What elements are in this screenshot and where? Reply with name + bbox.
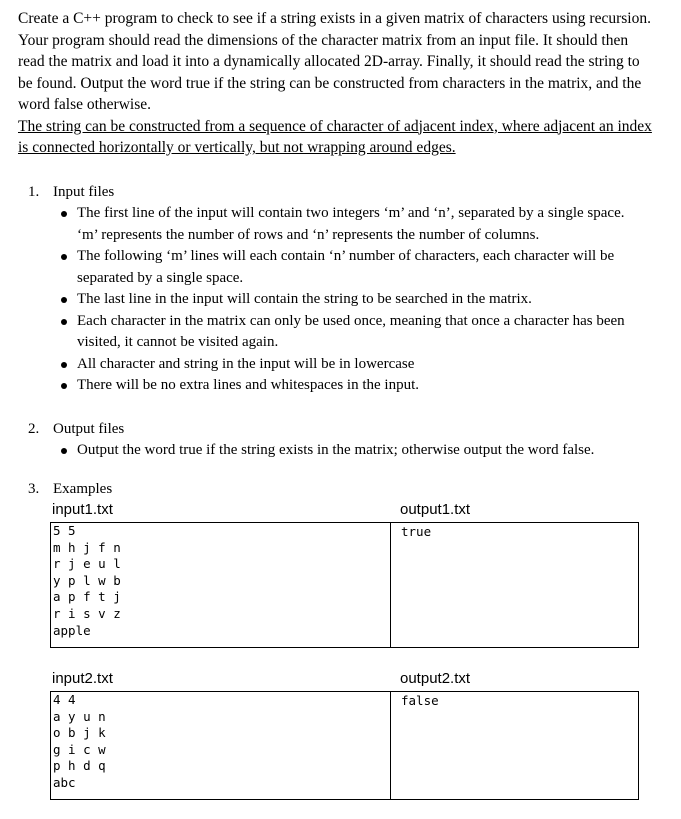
list-item-text: The following ‘m’ lines will each contain ‘n’ number of characters, each character will be separated by a single space.	[77, 248, 615, 286]
divider	[390, 691, 391, 800]
list-item	[28, 203, 647, 246]
input-line: abc	[53, 774, 76, 790]
section-title-text: Input files	[53, 184, 115, 200]
example2-box	[50, 691, 639, 800]
intro-underlined-text: The string can be constructed from a sequence of character of adjacent index, where adjacent an index is connected horizontally or vertically, but not wrapping around edges.	[18, 117, 652, 156]
intro-block	[18, 8, 658, 159]
input-line: a y u n	[53, 708, 106, 724]
bullet-list	[28, 440, 677, 462]
input-line: apple	[53, 622, 91, 638]
section-title-text: Examples	[53, 481, 113, 497]
list-item	[28, 375, 647, 397]
input-line: y p l w b	[53, 572, 121, 588]
output2-label: output2.txt	[400, 670, 471, 687]
bullet-icon	[61, 297, 67, 303]
bullet-icon	[61, 254, 67, 260]
list-item-text: There will be no extra lines and whitespaces in the input.	[77, 377, 419, 393]
output2-value: false	[401, 693, 439, 708]
bullet-icon	[61, 448, 67, 454]
list-item	[28, 289, 647, 311]
list-item-text: The last line in the input will contain the string to be searched in the matrix.	[77, 291, 532, 307]
input-line: a p f t j	[53, 589, 121, 605]
section-title	[28, 181, 647, 203]
input-line: p h d q	[53, 758, 106, 774]
input1-label: input1.txt	[52, 501, 113, 518]
bullet-icon	[61, 362, 67, 368]
example1-box	[50, 522, 639, 648]
list-item-text: All character and string in the input will be in lowercase	[77, 355, 415, 372]
output1-value: true	[401, 524, 432, 539]
list-item-text: Output the word true if the string exists in the matrix; otherwise output the word false.	[77, 442, 595, 458]
section-examples	[28, 478, 112, 500]
input-line: 4 4	[53, 692, 76, 707]
divider	[390, 522, 391, 648]
input-line: g i c w	[53, 741, 106, 757]
bullet-icon	[61, 319, 67, 325]
bullet-icon	[61, 383, 67, 389]
input2-label: input2.txt	[52, 670, 113, 687]
list-item-text: The first line of the input will contain two integers ‘m’ and ‘n’, separated by a single space. ‘m’ represents the number of rows and ‘n’ represents the number of columns.	[77, 205, 625, 243]
section-number: 3.	[28, 481, 40, 497]
list-item-text: Each character in the matrix can only be used once, meaning that once a character has been visited, it cannot be visited again.	[77, 312, 625, 350]
input-line: r i s v z	[53, 605, 121, 621]
section-title	[28, 478, 112, 500]
bullet-list	[28, 203, 647, 397]
section-title-text: Output files	[53, 421, 125, 437]
section-input-files	[28, 181, 647, 397]
input-line: r j e u l	[53, 556, 121, 572]
input-line: o b j k	[53, 725, 106, 741]
list-item	[28, 440, 677, 462]
output1-label: output1.txt	[400, 501, 471, 518]
input-line: m h j f n	[53, 539, 121, 555]
section-title	[28, 418, 677, 440]
list-item	[28, 246, 647, 289]
intro-text: Create a C++ program to check to see if a string exists in a given matrix of characters using recursion. Your program should read the dimensions of the character matrix from an input file. It should then read the matrix and load it into a dynamically allocated 2D-array. Finally, it should read the string to be found. Output the word true if the string can be constructed from characters in the matrix, and the word false otherwise.	[18, 10, 651, 113]
bullet-icon	[61, 211, 67, 217]
input-line: 5 5	[53, 523, 76, 538]
section-number: 1.	[28, 184, 40, 200]
list-item	[28, 354, 647, 376]
section-output-files	[28, 418, 677, 462]
list-item	[28, 311, 647, 354]
section-number: 2.	[28, 421, 40, 437]
